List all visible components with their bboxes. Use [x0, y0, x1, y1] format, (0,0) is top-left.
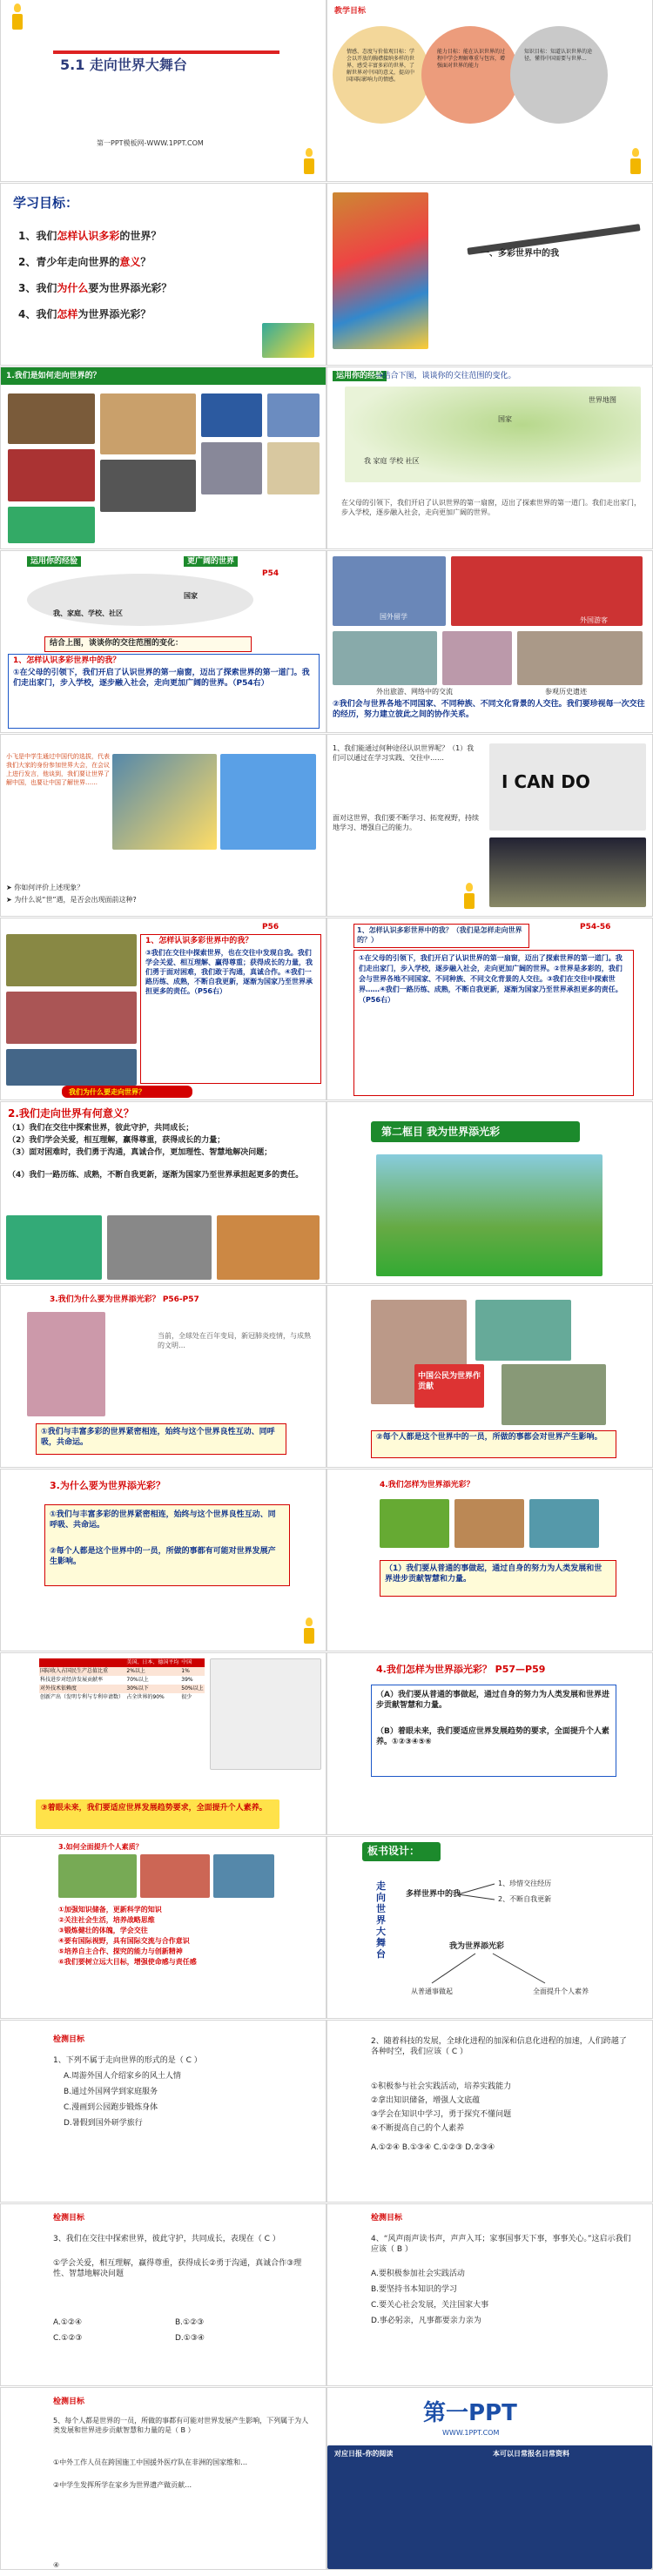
comparison-table	[39, 1658, 205, 1702]
photo	[6, 1215, 102, 1280]
goal-circle	[421, 26, 519, 124]
answer-text: ③着眼未来，我们要适应世界发展趋势要求，全面提升个人素养。	[41, 1804, 267, 1813]
answer-b: （B）着眼未来，我们要适应世界发展趋势的要求，全面提升个人素养。①②③④⑤⑥	[376, 1727, 609, 1746]
photo	[6, 992, 137, 1044]
board-leaf: 1、珍惜交往经历	[498, 1880, 552, 1887]
slide-header: 教学目标	[334, 7, 367, 16]
table-cell: 科技进步对经济发展贡献率	[40, 1677, 104, 1683]
case-text: 小飞是中学生通过中国代的选拔，代表我们大家的身份参加世界大会，在会议上进行发言，他谈到，我们要让世界了解中国，也要让中国了解世界……	[6, 753, 110, 786]
question-text: 5、每个人都是世界的一员，所做的事都有可能对世界发展产生影响，下列属于为人类发展和世界进步贡献智慧和力量的是（ B ）	[53, 2417, 309, 2434]
board-root: 走向世界大舞台	[376, 1880, 386, 1960]
sunset-photo	[489, 837, 646, 907]
answer-text: 面对这世界，我们要不断学习、拓宽视野，持续地学习、增强自己的能力。	[333, 814, 479, 831]
text-image	[210, 1658, 321, 1770]
table-cell: 创新产出（发明专利与专利申请数）	[40, 1694, 125, 1700]
slide-brand	[327, 2388, 652, 2569]
section-title: 一、多彩世界中的我	[481, 249, 559, 259]
board-leaf: 全面提升个人素养	[533, 1987, 589, 1995]
slide-how-1	[327, 1470, 652, 1651]
photo	[213, 1854, 274, 1898]
photo	[451, 556, 643, 626]
slide-test-2	[327, 2021, 652, 2202]
photo-caption: 外出旅游、网络中的交流	[376, 688, 453, 696]
question-text: 1、怎样认识多彩世界中的我？（我们是怎样走向世界的？）	[357, 926, 522, 944]
slide-header: 3.我们为什么要为世界添光彩？ P56-P57	[50, 1295, 199, 1304]
answer-text: ②每个人都是这个世界中的一员，所做的事都会对世界产生影响。	[376, 1433, 603, 1442]
cartoon-image	[112, 754, 217, 850]
slide-learning-goals	[1, 184, 326, 365]
circle-diagram	[27, 574, 253, 626]
photo	[380, 1499, 449, 1548]
table-cell: 对外技术依赖度	[40, 1685, 77, 1692]
question-2: 2、青少年走向世界的意义？	[18, 256, 151, 268]
goal-text: 知识目标：知道认识世界的途径，懂得中国需要与世界...	[524, 49, 593, 62]
slide-how-summary	[327, 1653, 652, 1834]
slide-test-5	[1, 2388, 326, 2569]
slide-i-can-do	[327, 735, 652, 916]
slide-header: 运用你的经验	[27, 556, 81, 567]
board-connectors	[327, 1837, 652, 2018]
option: ③学会在知识中学习，勇于探究不懂问题	[371, 2110, 512, 2119]
option: ①积极参与社会实践活动，培养实践能力	[371, 2082, 512, 2091]
banner-text: 我们为什么要走向世界？	[69, 1088, 145, 1096]
photo-caption: 参观历史遗迹	[545, 688, 587, 696]
table-cell: 1%	[181, 1668, 190, 1674]
quality-item: ⑤培养自主合作、探究的能力与创新精神	[58, 1947, 183, 1955]
answer-text: ①在父母的引领下，我们开启了认识世界的第一扇窗，迈出了探索世界的第一道门。我们走出家门，步入学校，逐步融入社会，走向更加广阔的世界。（P54右）	[13, 669, 310, 688]
candle-icon	[628, 148, 643, 174]
question-text: 1、怎样认识多彩世界中的我？	[145, 937, 253, 945]
table-cell: 50%以上	[181, 1685, 204, 1692]
slide-header: 4.我们怎样为世界添光彩？ P57—P59	[376, 1664, 546, 1675]
table-cell: 70%以上	[126, 1677, 149, 1683]
slide-wider-world	[1, 551, 326, 732]
slide-header: 1.我们是如何走向世界的？	[6, 372, 101, 380]
slide-section-two	[327, 1102, 652, 1283]
slide-case-study	[1, 735, 326, 916]
photo	[107, 1215, 212, 1280]
page-ref: P56	[262, 923, 279, 932]
slide-improve-quality	[1, 1837, 326, 2018]
inner-label: 我 家庭 学校 社区	[364, 457, 420, 465]
slide-section-one	[327, 184, 652, 365]
slide-p56	[1, 918, 326, 1100]
question-text: ➤ 为什么说“世”遇，是否会出现面前这种?	[6, 896, 137, 904]
slide-header: 4.我们怎样为世界添光彩？	[380, 1481, 475, 1490]
slide-header: 检测目标	[53, 2214, 85, 2223]
photo	[517, 631, 643, 685]
question-text: 4、“风声雨声读书声，声声入耳；家事国事天下事，事事关心。”这启示我们应该（ B ）	[371, 2235, 631, 2254]
photo	[100, 393, 196, 454]
kite-photo	[220, 754, 316, 850]
quality-item: ④要有国际视野，具有国际交流与合作意识	[58, 1937, 190, 1945]
prompt-text: 结合上图，谈谈你的交往范围的变化：	[50, 639, 184, 648]
option: ④	[53, 2561, 60, 2569]
meaning-line: （3）面对困难时，我们勇于沟通，真诚合作，更加理性、智慧地解决问题；	[8, 1148, 273, 1157]
table-header	[39, 1658, 125, 1667]
slide-header: 3.为什么要为世界添光彩？	[50, 1480, 165, 1491]
board-leaf: 从普通事做起	[411, 1987, 453, 1995]
panel-heading: 对应日报-你的阅读	[334, 2450, 394, 2458]
inner-label: 我、家庭、学校、社区	[53, 609, 123, 617]
title-rule	[53, 50, 279, 54]
intro-text: 1、我们能通过何种途径认识世界呢？（1）我们可以通过在学习实践、交往中……	[333, 744, 475, 762]
photo-caption: 外国游客	[580, 616, 608, 624]
page-title: 5.1 走向世界大舞台	[60, 57, 187, 73]
section-title: 第二框目 我为世界添光彩	[381, 1126, 501, 1138]
question-text: 3、我们在交往中探索世界，彼此守护，共同成长，表现在（ C ）	[53, 2235, 280, 2243]
brand-url: WWW.1PPT.COM	[442, 2429, 500, 2437]
photo	[8, 393, 95, 444]
photo	[267, 393, 320, 437]
photo	[140, 1854, 210, 1898]
slide-header: 检测目标	[371, 2214, 403, 2223]
answer-text: ①我们与丰富多彩的世界紧密相连，始终与这个世界良性互动、同呼吸、共命运。	[50, 1510, 276, 1530]
body-text: 当前，全球处在百年变局，新冠肺炎疫情，与成熟的文明…	[158, 1332, 311, 1349]
answer-a: （A）我们要从普通的事做起，通过自身的努力为人类发展和世界进步贡献智慧和力量。	[376, 1691, 609, 1710]
board-branch: 我为世界添光彩	[449, 1942, 505, 1951]
option: C.漫画到公园跑步锻炼身体	[64, 2103, 158, 2112]
slide-board-design	[327, 1837, 652, 2018]
question-text: 1、怎样认识多彩世界中的我？	[13, 656, 121, 665]
slide-header: 3.如何全面提升个人素质？	[58, 1843, 143, 1851]
answer-text: ①我们与丰富多彩的世界紧密相连，始终与这个世界良性互动、同呼吸，共命运。	[41, 1428, 275, 1447]
board-title: 板书设计：	[367, 1845, 421, 1857]
tag-text: 中国公民为世界作贡献	[418, 1372, 481, 1391]
question-text: ➤ 你如何评价上述现象？	[6, 884, 84, 891]
answer-text: ③我们在交往中探索世界，也在交往中发现自我。我们学会关爱、相互理解、赢得尊重；获得成长的力量，我们勇于面对困难，我们敢于沟通，真诚合作。④我们一路历练、成熟，不断自我更新，逐渐为国家乃至世界承担更多的责任。（P56右）	[145, 949, 313, 995]
slide-test-3	[1, 2204, 326, 2385]
slide-subheader: →结合下图，谈谈你的交往范围的变化。	[376, 372, 516, 380]
option: ②拿出知识储备，增强人文底蕴	[371, 2096, 481, 2105]
photo	[8, 507, 95, 543]
question-text: 2、随着科技的发展，全球化进程的加深和信息化进程的加速，人们跨越了各种时空，我们应该（ C ）	[371, 2037, 627, 2056]
slide-teaching-goals	[327, 0, 652, 181]
paintbrush-photo	[333, 192, 428, 349]
country-label: 国家	[184, 592, 198, 600]
panel-heading: 本可以日常报名日常资料	[493, 2450, 569, 2458]
quality-item: ⑥我们要树立远大目标，增强使命感与责任感	[58, 1958, 197, 1966]
slogan-text: I CAN DO	[502, 771, 590, 792]
goal-text: 能力目标：能在认识世界的过程中学会理解尊重与包容，增强面对世界的能力	[437, 49, 506, 69]
option: B.要坚持书本知识的学习	[371, 2285, 458, 2294]
people-illustration	[262, 323, 314, 358]
photo	[529, 1499, 599, 1548]
question-text: 1、下列不属于走向世界的形式的是（ C ）	[53, 2056, 202, 2065]
slide-why-2	[327, 1286, 652, 1467]
option: C.要关心社会发展，关注国家大事	[371, 2301, 489, 2310]
option: D.暑假到国外研学旅行	[64, 2119, 143, 2128]
answer-text: ①在父母的引领下，我们开启了认识世界的第一扇窗，迈出了探索世界的第一道门。我们走出家门，步入学校，逐步融入社会，走向更加广阔的世界。②世界是多彩的，我们会与世界各地不同国家、不同种族、不同文化背景的人交往。③我们在交往中探索世界……④我们一路历练、成熟，不断自我更新，逐渐为国家乃至世界承担更多的责任。（P56右）	[359, 954, 623, 1004]
slide-how-go-world	[1, 367, 326, 548]
quality-item: ①加强知识储备，更新科学的知识	[58, 1906, 162, 1914]
slide-test-1	[1, 2021, 326, 2202]
slide-header: 检测目标	[53, 2398, 85, 2406]
option: A.①②④	[53, 2318, 83, 2327]
option: A.周游外国人介绍家乡的风土人情	[64, 2072, 181, 2081]
table-cell: 占全世界的90%	[126, 1694, 165, 1700]
photo	[201, 393, 262, 437]
photo	[100, 460, 196, 512]
slide-experience	[327, 367, 652, 548]
photo	[6, 1049, 137, 1086]
goal-text: 情感、态度与价值观目标：学会以开放的胸襟接纳多样的世界，感受丰富多彩的世界，了解世界对中国的意义，提高中国国际影响力的情感。	[347, 49, 415, 83]
answer-text: ②我们会与世界各地不同国家、不同种族、不同文化背景的人交往。我们要珍视每一次交往的经历，努力建立彼此之间的协作关系。	[333, 700, 645, 719]
option: B.通过外国网学到家庭服务	[64, 2088, 158, 2096]
answer-text: （1）我们要从普通的事做起，通过自身的努力为人类发展和世界进步贡献智慧和力量。	[385, 1564, 603, 1584]
board-branch: 多样世界中的我	[406, 1890, 461, 1899]
slide-header-2: 更广阔的世界	[184, 556, 238, 567]
photo-caption: 国外留学	[380, 613, 407, 621]
photo	[502, 1364, 606, 1425]
candle-icon	[10, 3, 25, 30]
photo	[333, 631, 437, 685]
table-cell: 2%以上	[126, 1668, 145, 1674]
candle-icon	[461, 883, 477, 909]
meaning-line: （1）我们在交往中探索世界，彼此守护，共同成长；	[8, 1124, 194, 1133]
photo	[267, 442, 320, 494]
quality-item: ③锻炼健壮的体魄，学会交往	[58, 1927, 148, 1934]
option: A.要积极参加社会实践活动	[371, 2270, 465, 2278]
photo	[8, 449, 95, 501]
body-text: ①学会关爱，相互理解，赢得尊重，获得成长②勇于沟通，真诚合作③理性、智慧地解决问题	[53, 2259, 302, 2278]
option: B.①②③	[175, 2318, 205, 2327]
footer-url: 第一PPT模板网-WWW.1PPT.COM	[97, 139, 204, 147]
brand-logo: 第一PPT	[423, 2400, 517, 2426]
option: ④不断提高自己的个人素养	[371, 2124, 465, 2133]
question-3: 3、我们为什么要为世界添光彩？	[18, 282, 172, 294]
photo	[454, 1499, 524, 1548]
crowd-photo	[376, 1154, 603, 1276]
slide-why-1	[1, 1286, 326, 1467]
option: ②中学生发挥所学在家乡为世界遗产做贡献…	[53, 2481, 192, 2489]
slide-p54-56	[327, 918, 652, 1100]
country-label: 国家	[498, 415, 512, 423]
link-panel	[327, 2445, 652, 2569]
photo	[27, 1312, 105, 1416]
slide-meaning	[1, 1102, 326, 1283]
table-cell: 国际收入占国民生产总值比重	[40, 1668, 109, 1674]
page-ref: P54-56	[580, 923, 611, 932]
answer-text: ②每个人都是这个世界中的一员，所做的事都有可能对世界发展产生影响。	[50, 1547, 276, 1566]
option: ①中外工作人员在跨国施工中国援外医疗队在非洲的国家维和…	[53, 2458, 248, 2466]
photo	[6, 934, 137, 986]
slide-title	[1, 0, 326, 181]
photo	[475, 1300, 571, 1361]
meaning-line: （2）我们学会关爱，相互理解，赢得尊重，获得成长的力量；	[8, 1136, 226, 1145]
slide-header: 运用你的经验	[333, 371, 387, 381]
option: D.事必躬亲，凡事都要亲力亲为	[371, 2317, 481, 2325]
slide-header: 检测目标	[53, 2035, 85, 2044]
slide-communication	[327, 551, 652, 732]
candle-icon	[301, 148, 317, 174]
answer-options: A.①②④ B.①③④ C.①②③ D.②③④	[371, 2143, 495, 2152]
photo	[201, 442, 262, 494]
page-ref: P54	[262, 569, 279, 578]
photo	[58, 1854, 137, 1898]
meaning-line: （4）我们一路历练、成熟，不断自我更新，逐渐为国家乃至世界承担起更多的责任。	[8, 1171, 304, 1180]
table-header: 美国、日本、德国平均	[126, 1659, 179, 1665]
option: C.①②③	[53, 2334, 83, 2343]
slide-header: 学习目标：	[13, 195, 79, 211]
table-cell: 30%以下	[126, 1685, 149, 1692]
slide-table	[1, 1653, 326, 1834]
table-header: 中国	[181, 1659, 192, 1665]
photo	[442, 631, 512, 685]
board-leaf: 2、不断自我更新	[498, 1895, 552, 1903]
candle-icon	[301, 1618, 317, 1644]
slide-header: 2.我们走向世界有何意义？	[8, 1107, 134, 1120]
question-4: 4、我们怎样为世界添光彩？	[18, 308, 151, 320]
slide-test-4	[327, 2204, 652, 2385]
table-cell: 39%	[181, 1677, 193, 1683]
goal-circle	[510, 26, 608, 124]
option: D.①③④	[175, 2334, 205, 2343]
table-cell: 很少	[181, 1694, 192, 1700]
map-label: 世界地图	[589, 396, 616, 404]
quality-item: ②关注社会生活，培养战略思维	[58, 1916, 155, 1924]
slide-why-summary	[1, 1470, 326, 1651]
body-text: 在父母的引领下，我们开启了认识世界的第一扇窗，迈出了探索世界的第一道门。我们走出家门，步入学校，逐步融入社会，走向更加广阔的世界。	[341, 499, 641, 516]
question-1: 1、我们怎样认识多彩的世界？	[18, 230, 162, 242]
photo	[217, 1215, 320, 1280]
